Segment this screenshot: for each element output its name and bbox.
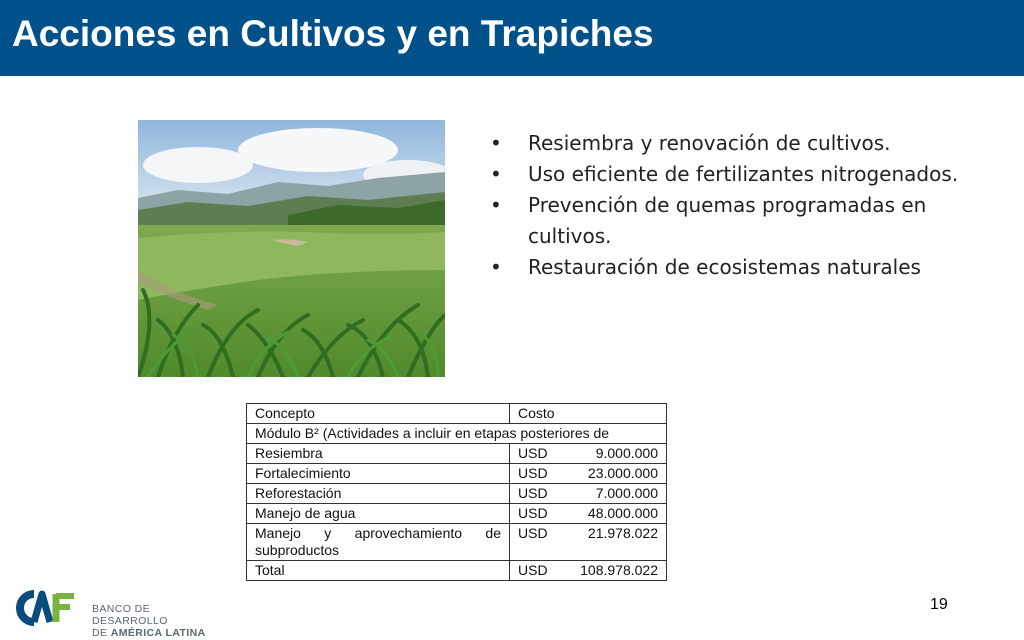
page-number: 19 — [930, 596, 948, 613]
table-module-row — [247, 424, 667, 444]
logo-line-1: BANCO DE DESARROLLO — [92, 603, 168, 627]
title-bar — [0, 0, 1024, 76]
bullet-item: • Restauración de ecosistemas naturales — [488, 252, 988, 283]
bullet-item: • Resiembra y renovación de cultivos. — [488, 128, 988, 159]
currency-label: USD — [518, 525, 548, 541]
currency-label: USD — [518, 465, 548, 481]
logo-line-2-bold: AMÉRICA LATINA — [110, 627, 206, 639]
currency-label: USD — [518, 505, 548, 521]
currency-label: USD — [518, 562, 548, 578]
concepto-cell: Resiembra — [247, 444, 510, 464]
header-costo: Costo — [510, 404, 667, 424]
module-b-cell: Módulo B² (Actividades a incluir en etapas posteriores de — [247, 424, 667, 444]
caf-logo-mark — [12, 588, 90, 628]
costo-cell — [510, 464, 667, 484]
concepto-cell: Manejo de agua — [247, 504, 510, 524]
table-row — [247, 504, 667, 524]
costo-cell — [510, 524, 667, 561]
logo-line-2 — [92, 627, 222, 639]
landscape-illustration — [138, 120, 445, 377]
header-concepto: Concepto — [247, 404, 510, 424]
bullet-item: • Uso eficiente de fertilizantes nitrogenados. — [488, 159, 988, 190]
actions-bullet-list — [488, 128, 988, 283]
logo-wordmark — [92, 603, 222, 639]
amount-value: 48.000.000 — [587, 505, 658, 521]
total-cell — [510, 561, 667, 581]
concepto-cell — [247, 524, 510, 561]
total-amount: 108.978.022 — [580, 562, 658, 578]
costo-cell — [510, 484, 667, 504]
amount-value: 7.000.000 — [595, 485, 658, 501]
table-row — [247, 484, 667, 504]
amount-value: 21.978.022 — [587, 525, 658, 541]
concepto-cell: Fortalecimiento — [247, 464, 510, 484]
table-header-row — [247, 404, 667, 424]
currency-label: USD — [518, 445, 548, 461]
caf-logo — [12, 588, 222, 639]
amount-value: 23.000.000 — [587, 465, 658, 481]
costo-cell — [510, 444, 667, 464]
sugarcane-field-photo — [138, 120, 445, 377]
total-label: Total — [247, 561, 510, 581]
currency-label: USD — [518, 485, 548, 501]
concepto-line: subproductos — [255, 542, 340, 558]
concepto-line: Manejo y aprovechamiento de — [255, 525, 501, 541]
logo-line-2-prefix: DE — [92, 627, 111, 639]
cost-table — [246, 403, 667, 581]
table-row — [247, 524, 667, 561]
slide-title: Acciones en Cultivos y en Trapiches — [12, 13, 654, 54]
table-row — [247, 464, 667, 484]
concepto-cell: Reforestación — [247, 484, 510, 504]
costo-cell — [510, 504, 667, 524]
table-row — [247, 444, 667, 464]
table-total-row — [247, 561, 667, 581]
bullet-item: • Prevención de quemas programadas en cultivos. — [488, 190, 988, 252]
amount-value: 9.000.000 — [595, 445, 658, 461]
